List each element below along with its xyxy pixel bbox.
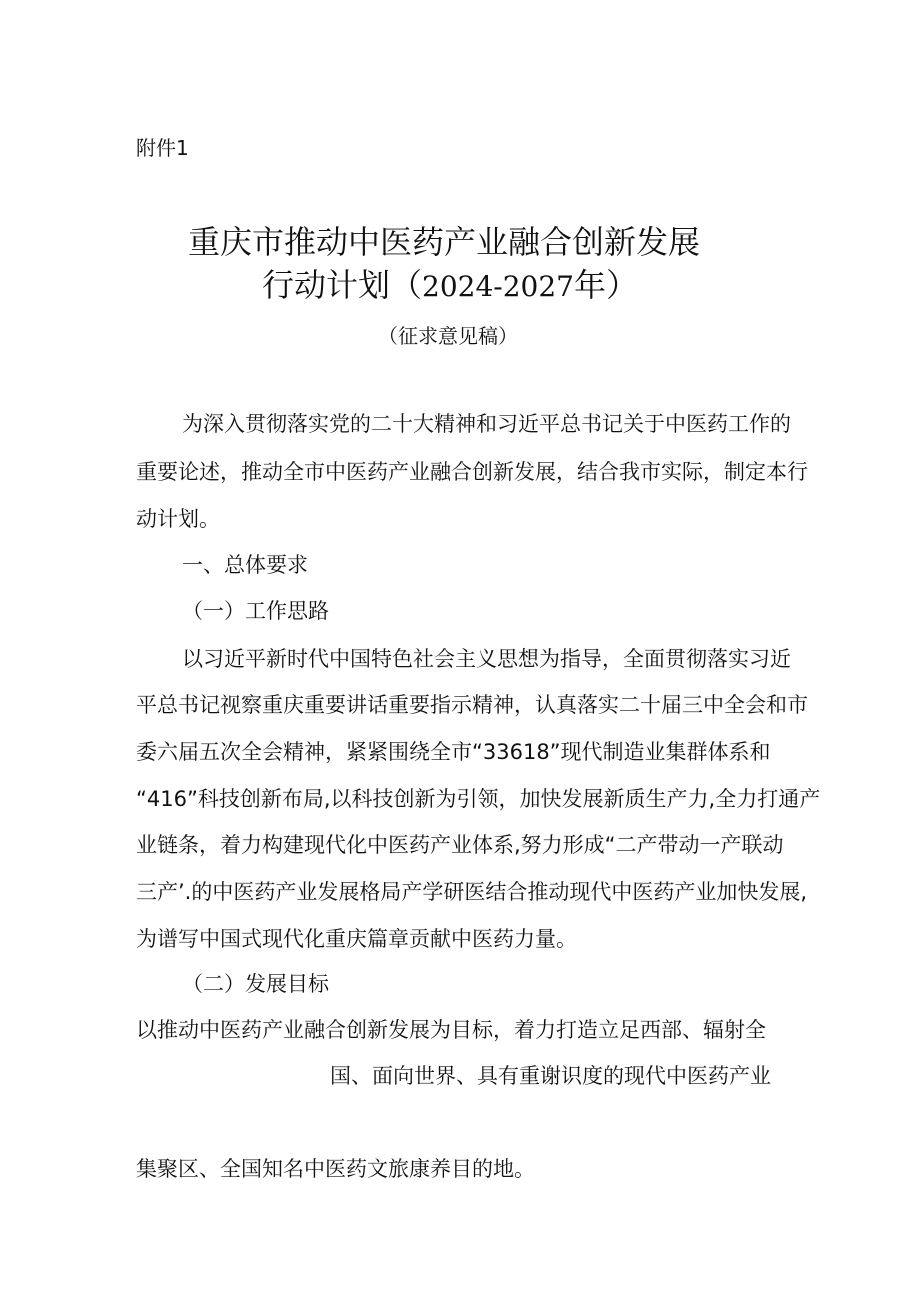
body-line: 以习近平新时代中国特色社会主义思想为指导，全面贯彻落实习近 (182, 647, 791, 671)
draft-subtitle: （征求意见稿） (378, 324, 518, 348)
title-prefix: 行动计划（ (262, 266, 423, 304)
document-title-line-1: 重庆市推动中医药产业融合创新发展 (188, 223, 701, 261)
title-years: 2024-2027 (422, 270, 574, 303)
subsection-heading: （二）发展目标 (182, 972, 329, 996)
body-line: 重要论述，推动全市中医药产业融合创新发展，结合我市实际，制定本行 (136, 460, 808, 484)
document-title-line-2 (262, 265, 638, 307)
body-line: 国、面向世界、具有重谢识度的现代中医药产业 (330, 1064, 771, 1088)
body-line: 集聚区、全国知名中医药文旅康养目的地。 (136, 1157, 535, 1181)
body-line: 业链条，着力构建现代化中医药产业体系,努力形成“二产带动一产联动 (136, 833, 784, 857)
title-suffix: 年） (574, 266, 639, 304)
body-line: 为深入贯彻落实党的二十大精神和习近平总书记关于中医药工作的 (182, 412, 791, 436)
body-line: 以推动中医药产业融合创新发展为目标，着力打造立足西部、辐射全 (136, 1018, 766, 1042)
attachment-label: 附件1 (136, 136, 189, 160)
body-line: 动计划。 (136, 507, 220, 531)
section-heading: 一、总体要求 (182, 553, 308, 577)
subsection-heading: （一）工作思路 (182, 599, 329, 623)
body-line: 三产’.的中医药产业发展格局产学研医结合推动现代中医药产业加快发展, (136, 880, 808, 904)
body-line: 为谱写中国式现代化重庆篇章贡献中医药力量。 (136, 927, 577, 951)
body-line: 平总书记视察重庆重要讲话重要指示精神，认真落实二十届三中全会和市 (136, 693, 808, 717)
body-line: 委六届五次全会精神，紧紧围绕全市“33618”现代制造业集群体系和 (136, 740, 771, 764)
body-line: “416”科技创新布局,以科技创新为引领，加快发展新质生产力,全力打通产 (136, 787, 821, 811)
